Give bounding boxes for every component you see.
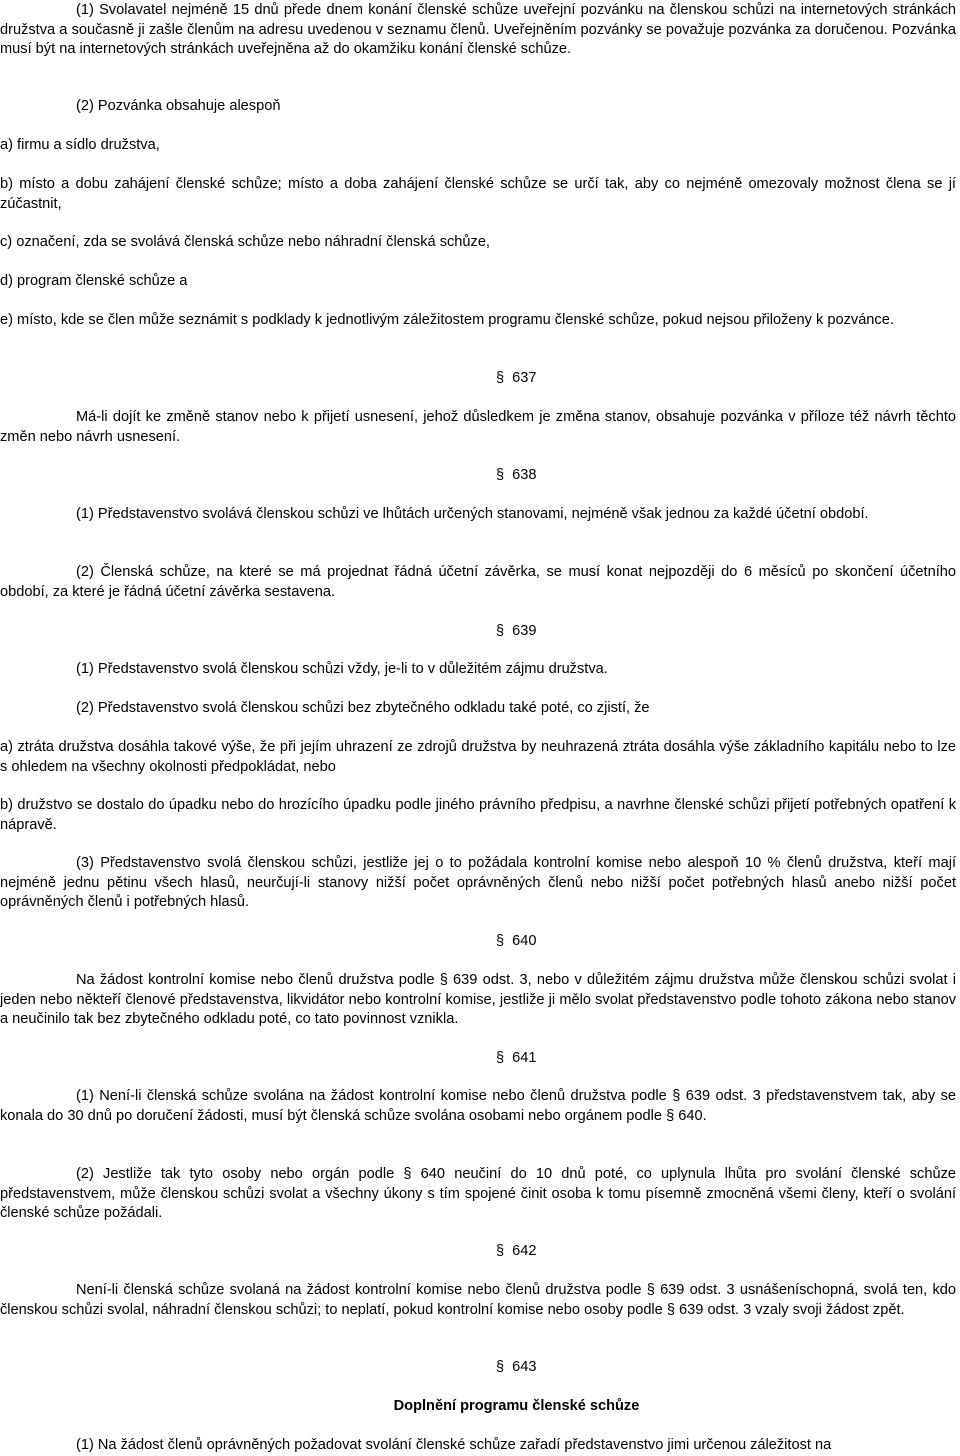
section-number: 638	[512, 467, 537, 483]
section-title-643	[0, 1397, 960, 1417]
paragraph-641-1	[0, 1087, 956, 1126]
section-heading-637	[496, 369, 536, 389]
text: Není-li členská schůze svolaná na žádost kontrolní komise nebo členů družstva podle	[76, 1282, 647, 1298]
section-number: 642	[512, 1243, 537, 1259]
list-item-a	[0, 738, 956, 777]
text: b) družstvo se dostalo do úpadku nebo do hrozícího úpadku podle jiného právního předpisu, a navrhne členské schůzi přijetí potřebných opatření k nápravě.	[0, 797, 956, 833]
list-item-c	[0, 233, 956, 253]
text: (1) Představenstvo svolává členskou schůzi ve lhůtách určených stanovami, nejméně však jednou za každé účetní období.	[76, 506, 869, 522]
section-heading-640	[496, 932, 536, 952]
text: 639 odst. 3 představenstvem tak, aby se konala do 30 dnů po doručení žádosti, musí být členská schůze svolána osobami nebo orgánem podle	[0, 1088, 956, 1124]
section-number: 637	[512, 370, 537, 386]
text: 639 odst. 3, nebo v důležitém zájmu družstva může členskou schůzi svolat i jeden nebo někteří členové představenstva, likvidátor nebo kontrolní komise, jestliže ji mělo svolat představenstvo podle tohoto zákona nebo stanov a neučinilo tak bez zbytečného odkladu poté, co tato povinnost vznikla.	[0, 972, 956, 1027]
text: Doplnění programu členské schůze	[393, 1398, 640, 1414]
paragraph-638-2	[0, 563, 956, 602]
text: 639 odst. 3 vzaly svoji žádost zpět.	[674, 1301, 905, 1318]
section-symbol: §	[496, 1359, 505, 1375]
section-heading-642	[496, 1242, 536, 1262]
section-number: 641	[512, 1050, 537, 1066]
section-heading-639	[496, 622, 536, 642]
section-symbol: §	[496, 623, 505, 639]
text: (1) Není-li členská schůze svolána na žádost kontrolní komise nebo členů družstva podle	[76, 1088, 673, 1104]
text: (2) Pozvánka obsahuje alespoň	[76, 98, 281, 114]
text: Má-li dojít ke změně stanov nebo k přijetí usnesení, jehož důsledkem je změna stanov, obsahuje pozvánka v příloze též návrh těchto změn nebo návrh usnesení.	[0, 409, 956, 445]
text: (2) Jestliže tak tyto osoby nebo orgán podle	[76, 1166, 404, 1182]
text: 640.	[674, 1107, 707, 1124]
list-item-b	[0, 796, 956, 835]
paragraph-639-2	[0, 699, 956, 719]
section-symbol: §	[496, 370, 505, 386]
text: a) ztráta družstva dosáhla takové výše, že při jejím uhrazení ze zdrojů družstva by neuhrazená ztráta dosáhla výše základního kapitálu nebo to lze s ohledem na všechny okolnosti předpokládat, nebo	[0, 739, 956, 775]
section-symbol: §	[496, 467, 505, 483]
section-symbol: §	[496, 1050, 505, 1066]
paragraph-641-2	[0, 1165, 956, 1224]
section-heading-641	[496, 1049, 536, 1069]
section-heading-638	[496, 466, 536, 486]
paragraph-639-3	[0, 854, 956, 913]
section-symbol: §	[646, 1282, 655, 1298]
list-item-d	[0, 272, 956, 292]
list-item-e	[0, 311, 956, 331]
text: 639 odst. 3 usnášeníschopná, svolá ten, kdo členskou schůzi svolal, náhradní členskou schůzi; to neplatí, pokud kontrolní komise nebo osoby podle	[0, 1282, 956, 1318]
text: (1) Představenstvo svolá členskou schůzi vždy, je-li to v důležitém zájmu družstva.	[76, 661, 608, 677]
section-heading-643	[496, 1358, 536, 1378]
section-symbol: §	[439, 972, 448, 988]
section-symbol: §	[403, 1166, 412, 1182]
text: 640 neučiní do 10 dnů poté, co uplynula lhůta pro svolání členské schůze představenstvem, může členskou schůzi svolat a všechny úkony s tím spojené činit osoba k tomu písemně zmocněná všemi členy, kteří o svolání členské schůze požádali.	[0, 1166, 956, 1221]
text: (2) Členská schůze, na které se má projednat řádná účetní závěrka, se musí konat nejpozději do 6 měsíců po skončení účetního období, za které je řádná účetní závěrka sestavena.	[0, 564, 956, 600]
text: d) program členské schůze a	[0, 273, 188, 289]
text: b) místo a dobu zahájení členské schůze; místo a doba zahájení členské schůze se určí tak, aby co nejméně omezovaly možnost člena se jí zúčastnit,	[0, 176, 956, 212]
section-symbol: §	[496, 1243, 505, 1259]
paragraph-640	[0, 971, 956, 1030]
paragraph-636-1	[0, 1, 956, 60]
list-item-b	[0, 175, 956, 214]
section-symbol: §	[672, 1088, 681, 1104]
text: (1) Svolavatel nejméně 15 dnů přede dnem konání členské schůze uveřejní pozvánku na členskou schůzi na internetových stránkách družstva a současně ji zašle členům na adresu uvedenou v seznamu členů. Uveřejněním pozvánky se považuje pozvánka za doručenou. Pozvánka musí být na internetových stránkách uveřejněna až do okamžiku konání členské schůze.	[0, 2, 956, 57]
text: a) firmu a sídlo družstva,	[0, 137, 160, 153]
section-number: 639	[512, 623, 537, 639]
paragraph-642	[0, 1281, 956, 1320]
section-symbol: §	[666, 1301, 675, 1318]
section-number: 643	[512, 1359, 537, 1375]
text: e) místo, kde se člen může seznámit s podklady k jednotlivým záležitostem programu členské schůze, pokud nejsou přiloženy k pozvánce.	[0, 312, 894, 328]
text: (3) Představenstvo svolá členskou schůzi, jestliže jej o to požádala kontrolní komise nebo alespoň 10 % členů družstva, kteří mají nejméně jednu pětinu všech hlasů, neurčují-li stanovy nižší počet oprávněných členů nebo nižší počet potřebných hlasů anebo nižší počet oprávněných členů i potřebných hlasů.	[0, 855, 956, 910]
list-item-a	[0, 136, 956, 156]
text: (2) Představenstvo svolá členskou schůzi bez zbytečného odkladu také poté, co zjistí, že	[76, 700, 650, 716]
text: (1) Na žádost členů oprávněných požadovat svolání členské schůze zařadí představenstvo jimi určenou záležitost na	[76, 1437, 832, 1453]
section-symbol: §	[666, 1107, 675, 1124]
paragraph-637	[0, 408, 956, 447]
text: Na žádost kontrolní komise nebo členů družstva podle	[76, 972, 440, 988]
paragraph-639-1	[0, 660, 956, 680]
section-symbol: §	[496, 933, 505, 949]
section-number: 640	[512, 933, 537, 949]
paragraph-638-1	[0, 505, 956, 525]
paragraph-643-1	[0, 1436, 956, 1456]
text: c) označení, zda se svolává členská schůze nebo náhradní členská schůze,	[0, 234, 490, 250]
paragraph-636-2	[0, 97, 956, 117]
